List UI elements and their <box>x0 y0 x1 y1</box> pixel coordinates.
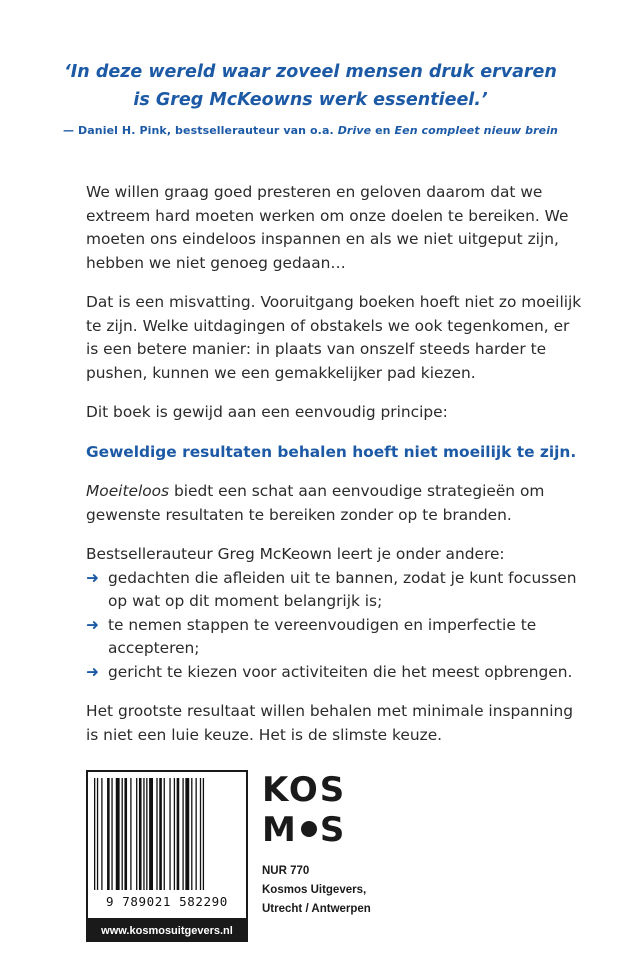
bullet-text-3: gericht te kiezen voor activiteiten die het meest opbrengen. <box>108 662 573 681</box>
list-item <box>86 567 586 614</box>
barcode-bar <box>122 778 123 890</box>
book-title: Moeiteloos <box>86 482 170 500</box>
bullet-list <box>86 567 586 685</box>
isbn-barcode <box>86 770 248 920</box>
barcode-bar <box>139 778 142 890</box>
barcode-bar <box>156 778 157 890</box>
barcode-bar <box>146 778 147 890</box>
barcode-bar <box>185 778 189 890</box>
paragraph-2: Dat is een misvatting. Vooruitgang boeken hoeft niet zo moeilijk te zijn. Welke uitdagingen of obstakels we ook tegenkomen, er is een betere manier: in plaats van onszelf steeds harder te pushen, kunnen we een gemakkelijker pad kiezen. <box>86 293 582 382</box>
attribution-mid: en <box>371 124 395 137</box>
list-item <box>86 661 586 685</box>
paragraph-5: Bestsellerauteur Greg McKeown leert je onder andere: <box>86 545 505 563</box>
paragraph-1: We willen graag goed presteren en geloven daarom dat we extreem hard moeten werken om onze doelen te bereiken. We moeten ons eindeloos inspannen en als we niet uitgeput zijn, hebben we niet genoeg gedaan… <box>86 183 569 272</box>
barcode-bars <box>92 778 242 894</box>
bullet-text-1: gedachten die afleiden uit te bannen, zodat je kunt focussen op wat op dit moment belangrijk is; <box>108 568 577 610</box>
barcode-bar <box>174 778 175 890</box>
highlight-statement: Geweldige resultaten behalen hoeft niet moeilijk te zijn. <box>86 442 577 461</box>
paragraph-6: Het grootste resultaat willen behalen met minimale inspanning is niet een luie keuze. Het is de slimste keuze. <box>86 702 573 744</box>
barcode-bar <box>130 778 131 890</box>
blurb-body <box>86 181 586 763</box>
barcode-bar <box>177 778 180 890</box>
endorsement-quote <box>0 58 621 114</box>
barcode-bar <box>191 778 192 890</box>
barcode-bar <box>200 778 201 890</box>
barcode-bar <box>111 778 112 890</box>
logo-bottom <box>262 810 352 850</box>
attribution-book-2: Een compleet nieuw brein <box>394 124 558 137</box>
bullet-text-2: te nemen stappen te vereenvoudigen en imperfectie te accepteren; <box>108 615 537 657</box>
publisher-info <box>262 862 371 919</box>
publisher-name: Kosmos Uitgevers, <box>262 884 367 896</box>
quote-attribution <box>0 124 621 137</box>
barcode-bar <box>143 778 144 890</box>
barcode-bar <box>97 778 98 890</box>
paragraph-4 <box>86 480 586 527</box>
barcode-bar <box>94 778 95 890</box>
logo-top: KOS <box>262 770 347 810</box>
barcode-bar <box>101 778 102 890</box>
barcode-bar <box>159 778 162 890</box>
logo-letter-m: M <box>262 810 298 850</box>
barcode-bar <box>203 778 204 890</box>
attribution-prefix: — Daniel H. Pink, bestsellerauteur van o.a. <box>62 124 338 137</box>
logo-letter-s: S <box>319 810 347 850</box>
barcode-bar <box>182 778 183 890</box>
arrow-right-icon: ➜ <box>86 662 99 681</box>
logo-dot <box>301 821 317 837</box>
paragraph-4-rest: biedt een schat aan eenvoudige strategieën om gewenste resultaten te bereiken zonder op te branden. <box>86 482 545 524</box>
barcode-bar <box>136 778 137 890</box>
barcode-bar <box>196 778 197 890</box>
list-item <box>86 614 586 661</box>
isbn-number: 9 789021 582290 <box>106 894 228 909</box>
nur-code: NUR 770 <box>262 865 310 877</box>
barcode-bar <box>164 778 165 890</box>
barcode-bar <box>116 778 120 890</box>
publisher-city: Utrecht / Antwerpen <box>262 903 371 915</box>
barcode-bar <box>124 778 127 890</box>
paragraph-3: Dit boek is gewijd aan een eenvoudig principe: <box>86 403 448 421</box>
barcode-bar <box>169 778 170 890</box>
barcode-bar <box>149 778 153 890</box>
quote-line-2: is Greg McKeowns werk essentieel.’ <box>133 90 488 110</box>
attribution-book-1: Drive <box>337 124 372 137</box>
barcode-bar <box>107 778 110 890</box>
arrow-right-icon: ➜ <box>86 568 99 587</box>
quote-line-1: ‘In deze wereld waar zoveel mensen druk ervaren <box>64 62 557 82</box>
publisher-website: www.kosmosuitgevers.nl <box>86 920 248 942</box>
arrow-right-icon: ➜ <box>86 615 99 634</box>
kosmos-logo <box>262 770 352 850</box>
